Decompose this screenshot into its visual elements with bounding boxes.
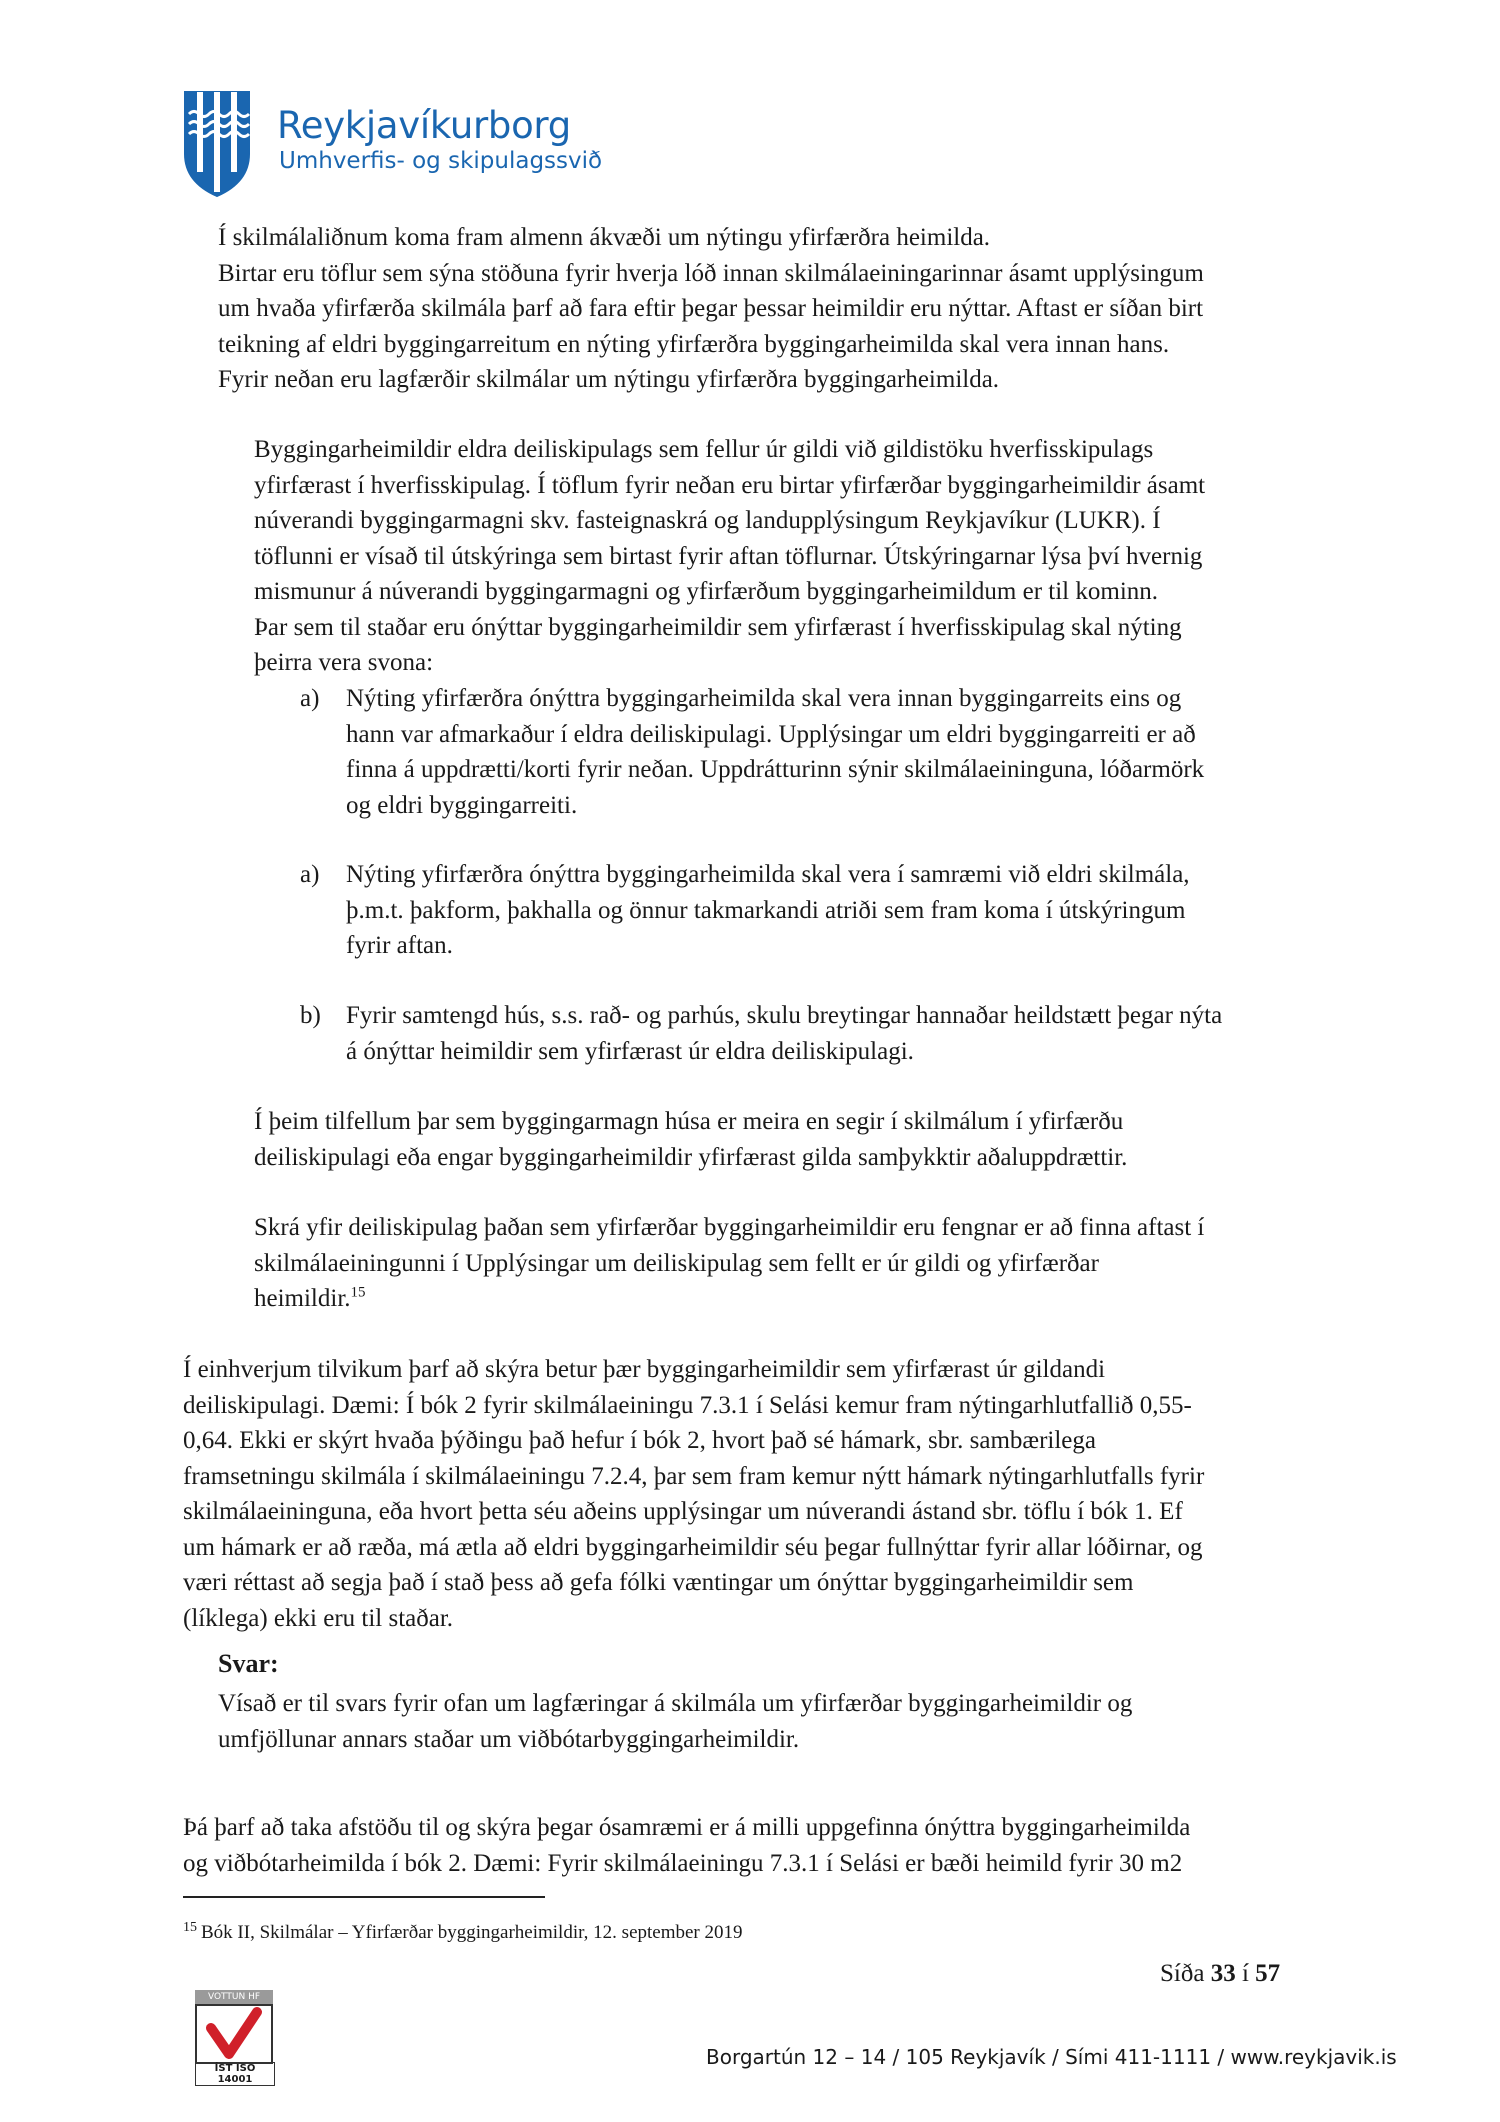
- text-line: teikning af eldri byggingarreitum en nýting yfirfærðra byggingarheimilda skal vera innan hans.: [218, 330, 1170, 358]
- text-line: umfjöllunar annars staðar um viðbótarbyggingarheimildir.: [218, 1725, 800, 1753]
- cert-top-label: VOTTUN HF: [195, 1990, 273, 2004]
- page-current: 33: [1210, 1960, 1236, 1987]
- text-line: Í þeim tilfellum þar sem byggingarmagn húsa er meira en segir í skilmálum í yfirfærðu: [254, 1108, 1124, 1135]
- list-body: [346, 998, 1318, 1069]
- list-marker: a): [300, 861, 320, 888]
- answer-heading: Svar:: [218, 1649, 279, 1678]
- text-line: deiliskipulagi eða engar byggingarheimildir yfirfærast gilda samþykktir aðaluppdrættir.: [254, 1143, 1128, 1171]
- comment-paragraph-2: [183, 1810, 1190, 1881]
- footnote-divider: [183, 1896, 545, 1898]
- text-line: 0,64. Ekki er skýrt hvaða þýðingu það hefur í bók 2, hvort það sé hámark, sbr. sambærilega: [183, 1427, 1097, 1454]
- text-line: Byggingarheimildir eldra deiliskipulags sem fellur úr gildi við gildistöku hverfisskipulags: [254, 436, 1154, 463]
- text-line: (líklega) ekki eru til staðar.: [183, 1604, 454, 1632]
- list-body: [346, 681, 1318, 823]
- page-total: 57: [1255, 1960, 1281, 1987]
- page-of: í: [1241, 1960, 1249, 1987]
- text-line: Vísað er til svars fyrir ofan um lagfæringar á skilmála um yfirfærðar byggingarheimildir og: [218, 1690, 1133, 1717]
- text-line: finna á uppdrætti/korti fyrir neðan. Uppdrátturinn sýnir skilmálaeininguna, lóðarmörk: [346, 756, 1205, 783]
- quoted-terms-3: [254, 1210, 1204, 1317]
- text-line: þeirra vera svona:: [254, 649, 434, 676]
- text-line: hann var afmarkaður í eldra deiliskipulagi. Upplýsingar um eldri byggingarreiti er að: [346, 720, 1196, 748]
- quoted-terms-2: [254, 1104, 1127, 1175]
- text-line: Nýting yfirfærðra ónýttra byggingarheimilda skal vera innan byggingarreits eins og: [346, 685, 1182, 712]
- list-body: [346, 857, 1318, 964]
- footnote-text: Bók II, Skilmálar – Yfirfærðar byggingarheimildir, 12. september 2019: [201, 1922, 743, 1943]
- text-line: framsetningu skilmála í skilmálaeiningu 7.2.4, þar sem fram kemur nýtt hámark nýtingarhlutfalls fyrir: [183, 1462, 1205, 1490]
- list-marker: a): [300, 685, 320, 712]
- intro-paragraph: [218, 220, 1204, 398]
- text-line: Skrá yfir deiliskipulag þaðan sem yfirfærðar byggingarheimildir eru fengnar er að finna aftast í: [254, 1214, 1205, 1241]
- coat-of-arms-icon: [183, 90, 251, 198]
- text-line: og eldri byggingarreiti.: [346, 791, 578, 819]
- page-prefix: Síða: [1160, 1960, 1205, 1987]
- text-line: Í einhverjum tilvikum þarf að skýra betur þær byggingarheimildir sem yfirfærast úr gildandi: [183, 1356, 1106, 1383]
- text-line: skilmálaeiningunni í Upplýsingar um deiliskipulag sem fellt er úr gildi og yfirfærðar: [254, 1249, 1099, 1277]
- text-line: á ónýttar heimildir sem yfirfærast úr eldra deiliskipulagi.: [346, 1037, 914, 1065]
- footnote-number: 15: [183, 1919, 197, 1935]
- text-line: Þá þarf að taka afstöðu til og skýra þegar ósamræmi er á milli uppgefinna ónýttra byggingarheimilda: [183, 1814, 1191, 1841]
- cert-box: [195, 2004, 273, 2064]
- text-line: skilmálaeininguna, eða hvort þetta séu aðeins upplýsingar um núverandi ástand sbr. töflu í bók 1. Ef: [183, 1498, 1183, 1525]
- checkmark-icon: [197, 2006, 271, 2062]
- text-line: [254, 1281, 1204, 1317]
- cert-bottom-label: ÍST ISO 14001: [195, 2062, 275, 2086]
- text-line: þ.m.t. þakform, þakhalla og önnur takmarkandi atriði sem fram koma í útskýringum: [346, 896, 1186, 924]
- list-marker: b): [300, 1002, 321, 1029]
- quoted-terms: [254, 432, 1205, 681]
- text-line: yfirfærast í hverfisskipulag. Í töflum fyrir neðan eru birtar yfirfærðar byggingarheimildir ásamt: [254, 471, 1206, 499]
- text-line: Fyrir neðan eru lagfærðir skilmálar um nýtingu yfirfærðra byggingarheimilda.: [218, 366, 1000, 393]
- org-name: Reykjavíkurborg: [277, 104, 571, 147]
- text-line: Þar sem til staðar eru ónýttar byggingarheimildir sem yfirfærast í hverfisskipulag skal nýting: [254, 613, 1182, 641]
- text-line: um hámark er að ræða, má ætla að eldri byggingarheimildir séu þegar fullnýttar fyrir allar lóðirnar, og: [183, 1533, 1203, 1561]
- text-line: Fyrir samtengd hús, s.s. rað- og parhús, skulu breytingar hannaðar heildstætt þegar nýta: [346, 1002, 1223, 1029]
- text-line: Nýting yfirfærðra ónýttra byggingarheimilda skal vera í samræmi við eldri skilmála,: [346, 861, 1190, 888]
- comment-paragraph: [183, 1352, 1204, 1636]
- text-line: væri réttast að segja það í stað þess að gefa fólki væntingar um ónýttar byggingarheimildir sem: [183, 1569, 1134, 1596]
- text-line: deiliskipulagi. Dæmi: Í bók 2 fyrir skilmálaeiningu 7.3.1 í Selási kemur fram nýtingarhlutfallið 0,55-: [183, 1391, 1192, 1419]
- page-number: [1160, 1960, 1280, 1988]
- iso-certification-badge: [195, 1990, 273, 2085]
- text-line: um hvaða yfirfærða skilmála þarf að fara eftir þegar þessar heimildir eru nýttar. Aftast er síðan birt: [218, 295, 1204, 322]
- footer-address: Borgartún 12 – 14 / 105 Reykjavík / Sími 411-1111 / www.reykjavik.is: [706, 2045, 1397, 2069]
- text-line: og viðbótarheimilda í bók 2. Dæmi: Fyrir skilmálaeiningu 7.3.1 í Selási er bæði heimild fyrir 30 m2: [183, 1849, 1183, 1877]
- text-line: Í skilmálaliðnum koma fram almenn ákvæði um nýtingu yfirfærðra heimilda.: [218, 224, 991, 251]
- text-fragment: heimildir.: [254, 1285, 351, 1312]
- footnote-reference: 15: [350, 1284, 366, 1301]
- footnote: [183, 1919, 743, 1944]
- text-line: mismunur á núverandi byggingarmagni og yfirfærðum byggingarheimildum er til kominn.: [254, 578, 1159, 605]
- department-name: Umhverfis- og skipulagssvið: [279, 148, 603, 174]
- reykjavik-logo: [183, 90, 603, 200]
- text-line: fyrir aftan.: [346, 932, 453, 959]
- answer-paragraph: [218, 1686, 1132, 1757]
- text-line: Birtar eru töflur sem sýna stöðuna fyrir hverja lóð innan skilmálaeiningarinnar ásamt upplýsingum: [218, 259, 1204, 287]
- text-line: töflunni er vísað til útskýringa sem birtast fyrir aftan töflurnar. Útskýringarnar lýsa því hvernig: [254, 542, 1203, 570]
- text-line: núverandi byggingarmagni skv. fasteignaskrá og landupplýsingum Reykjavíkur (LUKR). Í: [254, 507, 1161, 534]
